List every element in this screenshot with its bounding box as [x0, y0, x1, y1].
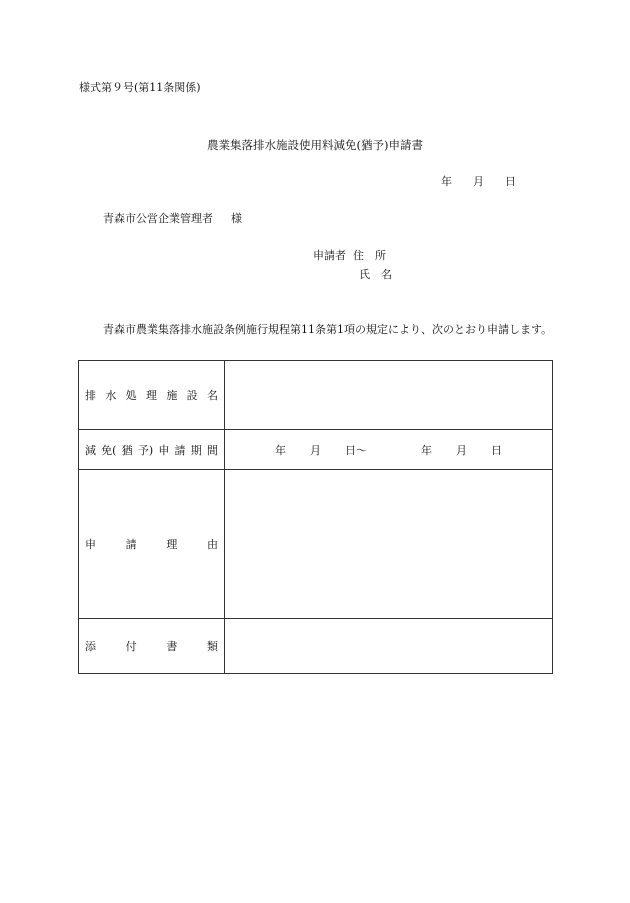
application-date [441, 175, 527, 189]
label-char: 施 [166, 389, 178, 402]
label-char: 排 [85, 389, 96, 402]
attachments-field[interactable] [225, 619, 553, 674]
label-char: 請 [125, 538, 137, 551]
period-from-year: 年 [275, 443, 286, 457]
body-text: 青森市農業集落排水施設条例施行規程第11条第1項の規定により、次のとおり申請します。 [103, 323, 553, 336]
label-char: 免( [101, 443, 117, 457]
label-char: 水 [105, 389, 117, 402]
applicant-label: 申請者 [313, 249, 346, 262]
label-char: 期 [190, 443, 202, 457]
date-month-label: 月 [473, 175, 484, 188]
label-char: 理 [145, 389, 157, 402]
document-title: 農業集落排水施設使用料減免(猶予)申請書 [207, 138, 423, 152]
label-char: 請 [174, 443, 186, 457]
label-char: 設 [186, 389, 198, 402]
table-row-attachments [79, 619, 553, 674]
application-reason-label [79, 470, 225, 619]
label-char: 減 [85, 443, 96, 457]
attachments-label [79, 619, 225, 674]
period-to-day: 日 [491, 443, 502, 457]
label-char: 類 [206, 640, 218, 653]
label-char: 予) [137, 443, 154, 457]
application-period-field[interactable] [225, 430, 553, 470]
table-row-facility [79, 361, 553, 430]
period-to-year: 年 [421, 443, 432, 457]
label-char: 由 [206, 538, 218, 551]
facility-name-label [79, 361, 225, 430]
label-char: 理 [166, 538, 178, 551]
application-reason-field[interactable] [225, 470, 553, 619]
label-char: 処 [125, 389, 137, 402]
application-form-table [78, 360, 553, 674]
label-char: 添 [85, 640, 96, 653]
label-char: 間 [206, 443, 218, 457]
date-day-label: 日 [505, 175, 516, 188]
period-from-day: 日～ [345, 443, 367, 457]
addressee-name: 青森市公営企業管理者 [103, 212, 213, 225]
facility-name-field[interactable] [225, 361, 553, 430]
label-char: 猶 [121, 443, 133, 457]
period-from-month: 月 [310, 443, 321, 457]
form-number-label: 様式第９号(第11条関係) [79, 81, 201, 94]
table-row-period [79, 430, 553, 470]
period-to-month: 月 [456, 443, 467, 457]
label-char: 名 [206, 389, 218, 402]
application-period-label [79, 430, 225, 470]
applicant-name-label: 氏 名 [359, 268, 392, 281]
addressee [103, 212, 242, 226]
label-char: 付 [125, 640, 137, 653]
label-char: 書 [166, 640, 178, 653]
label-char: 申 [158, 443, 170, 457]
table-row-reason [79, 470, 553, 619]
date-year-label: 年 [441, 175, 452, 188]
applicant-name-line [359, 268, 392, 282]
applicant-address-line [313, 249, 386, 263]
label-char: 申 [85, 538, 96, 551]
applicant-address-label: 住 所 [353, 249, 386, 262]
addressee-honorific: 様 [231, 212, 242, 225]
